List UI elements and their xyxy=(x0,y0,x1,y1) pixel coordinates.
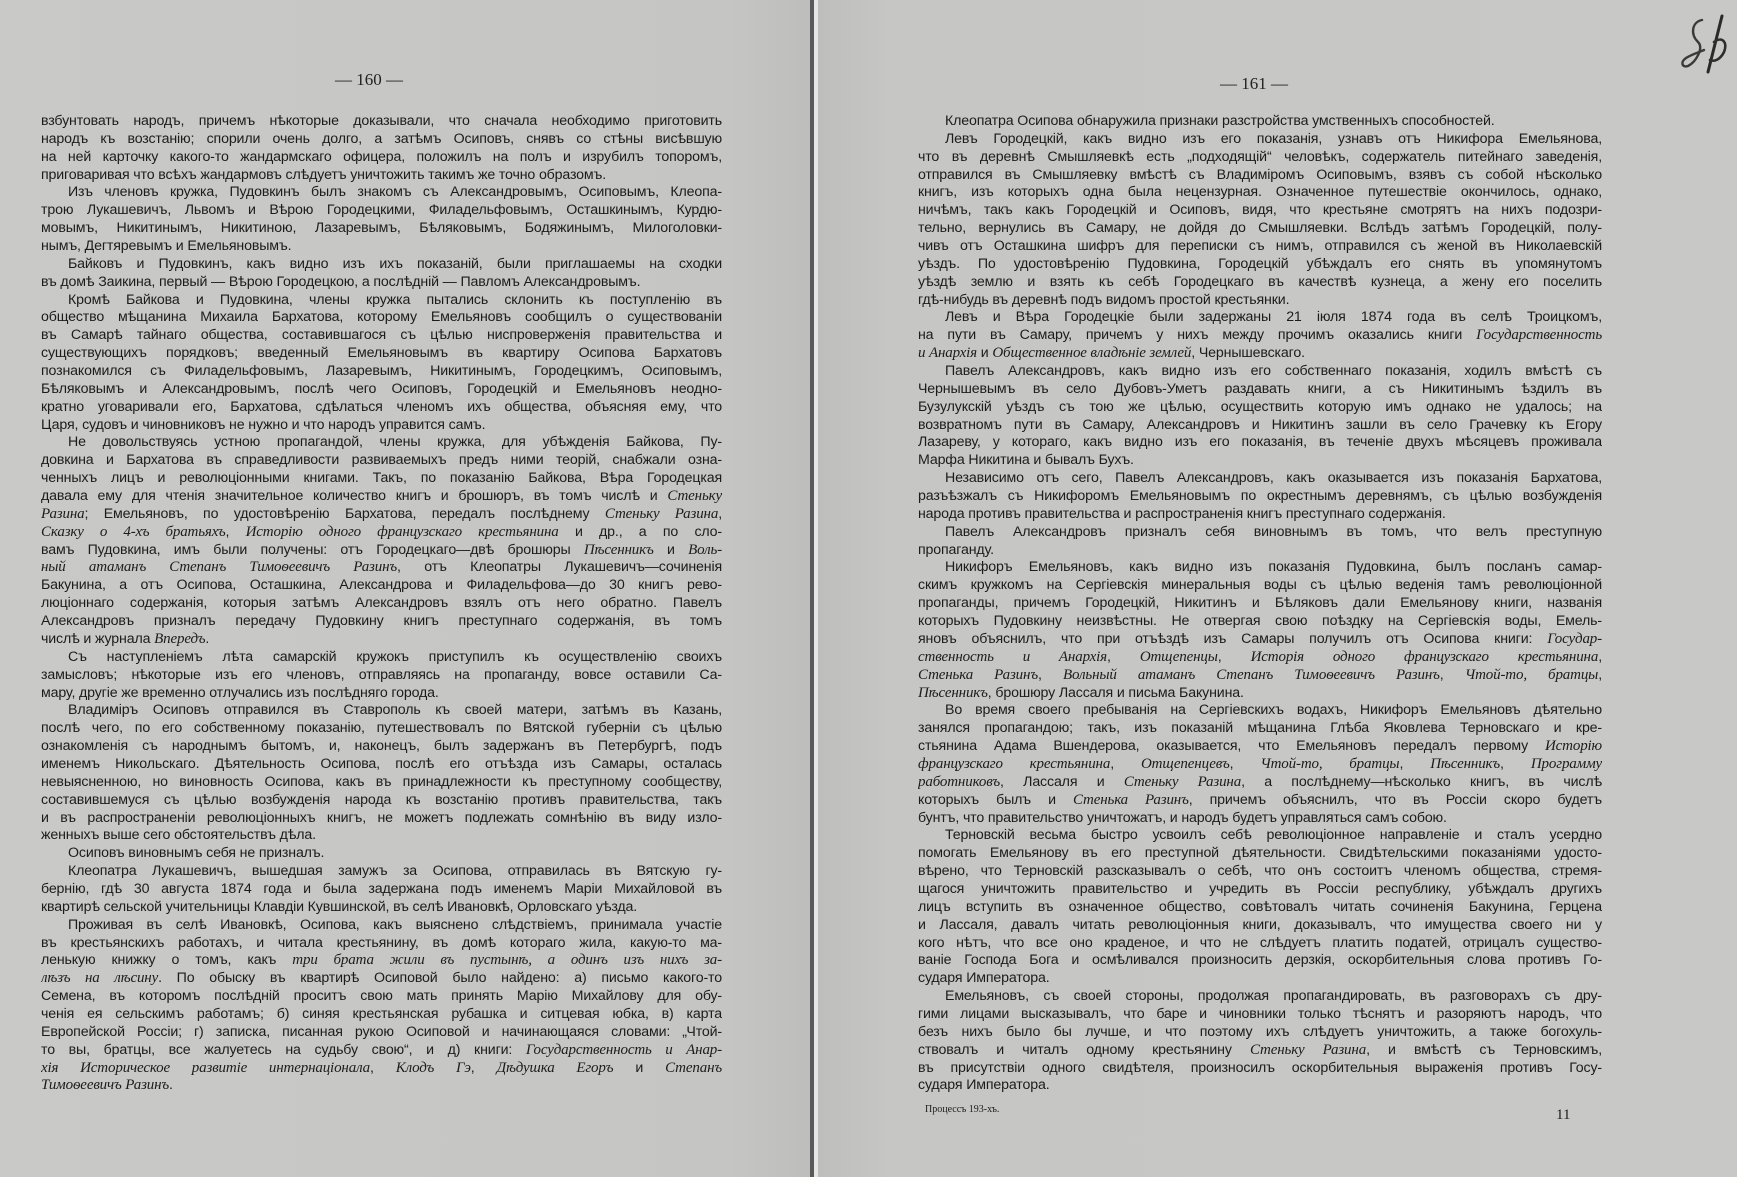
text-run: Александровъ призналъ передачу Пудовкину книгъ преступнаго содержанія, въ томъ xyxy=(41,613,722,630)
text-line xyxy=(41,899,722,917)
text-run: , Лассаля и xyxy=(1000,773,1124,790)
handwritten-folio-mark xyxy=(1680,12,1730,74)
text-run: которыхъ Пудовкину неизвѣстны. Не отвергая свою поѣздку на Сергіевскія воды, Емель- xyxy=(918,613,1602,630)
text-line xyxy=(41,327,722,345)
text-run: . По обыску въ квартирѣ Осиповой было найдено: а) письмо какого-то xyxy=(158,970,722,987)
italic-title-run: Пѣсенникъ xyxy=(583,541,654,558)
text-run: вѣрено, что Терновскій разсказывалъ о себѣ, что онъ состоитъ членомъ общества, стремя- xyxy=(918,863,1602,880)
text-run: Владиміръ Осиповъ отправился въ Ставрополь къ своей матери, затѣмъ въ Казань, xyxy=(68,702,722,719)
text-run: Терновскій весьма быстро усвоилъ себѣ революціонное направленіе и сталъ усердно xyxy=(945,827,1602,844)
text-run: Левъ Городецкій, какъ видно изъ его показанія, узнавъ отъ Никифора Емельянова, xyxy=(945,130,1602,147)
text-line xyxy=(918,309,1602,327)
text-run: ваніе Господа Бога и осмѣливался произносить дерзкія, оскорбительныя слова противъ Го- xyxy=(918,952,1602,969)
text-line xyxy=(918,202,1602,220)
text-run: Клеопатра Лукашевичъ, вышедшая замужъ за Осипова, отправилась въ Вятскую гу- xyxy=(68,863,722,880)
text-run: книгъ, изъ которыхъ одна была нецензурная. Означенное путешествіе окончилось, однако, xyxy=(918,184,1602,201)
text-run: и въ распространеніи революціонныхъ книгъ, не можетъ подлежать сомнѣнію въ виду изло- xyxy=(41,809,722,826)
text-line xyxy=(918,988,1602,1006)
text-line xyxy=(41,970,722,988)
text-run: , xyxy=(1439,666,1465,683)
text-line xyxy=(41,649,722,667)
text-run: и xyxy=(653,541,689,558)
text-run: невыясненною, но виновность Осипова, какъ въ принадлежности къ преступному сообществу, xyxy=(41,773,722,790)
text-line xyxy=(41,345,722,363)
text-line xyxy=(918,935,1602,953)
text-run: помогать Емельянову въ его преступной дѣятельности. Свидѣтельскими показаніями удосто- xyxy=(918,845,1602,862)
text-line xyxy=(41,184,722,202)
text-run: , xyxy=(470,1059,497,1076)
text-line xyxy=(41,149,722,167)
text-line xyxy=(918,363,1602,381)
text-run: , xyxy=(1217,648,1251,665)
text-line xyxy=(918,381,1602,399)
text-run: , отъ Клеопатры Лукашевичъ—сочиненія xyxy=(397,559,722,576)
text-run: въ крестьянскихъ работахъ, и читала крестьянину, въ домѣ котораго жила, какую-то ма- xyxy=(41,934,722,951)
italic-title-run: французскаго крестьянина xyxy=(918,755,1111,772)
text-line xyxy=(918,952,1602,970)
text-line xyxy=(918,113,1602,131)
text-run: Никифоръ Емельяновъ, какъ видно изъ показанія Пудовкина, былъ посланъ самар- xyxy=(945,559,1602,576)
text-run: замысловъ; нѣкоторые изъ его членовъ, отправляясь на пропаганду, вовсе оставили Са- xyxy=(41,666,722,683)
text-run: общество мѣщанина Михаила Бархатова, которому Емельяновъ сообщилъ о существованіи xyxy=(41,309,722,326)
text-line xyxy=(918,184,1602,202)
text-run: Левъ и Вѣра Городецкіе были задержаны 21 іюля 1874 года въ селѣ Троицкомъ, xyxy=(945,309,1602,326)
text-run: бернію, гдѣ 30 августа 1874 года и была задержана подъ именемъ Маріи Михайловой въ xyxy=(41,880,722,897)
text-run: Павелъ Александровъ, какъ видно изъ его собственнаго показанія, ходилъ вмѣстѣ съ xyxy=(945,363,1602,380)
text-run: , Чернышевскаго. xyxy=(1191,345,1305,362)
text-line xyxy=(41,631,722,649)
text-line xyxy=(41,470,722,488)
text-run: въ присутствіи одного свидѣтеля, произносилъ оскорбительныя выраженія противъ Госу- xyxy=(918,1059,1602,1076)
text-line xyxy=(918,577,1602,595)
italic-title-run: три брата жили въ пустынѣ, а одинъ изъ нихъ за- xyxy=(292,952,722,969)
text-run: Съ наступленіемъ лѣта самарскій кружокъ приступилъ къ осуществленію своихъ xyxy=(68,648,722,665)
text-run: взбунтовать народъ, причемъ нѣкоторые доказывали, что сначала необходимо приготовить xyxy=(41,113,722,129)
italic-title-run: Исторія одного французскаго крестьянина xyxy=(1250,648,1599,665)
italic-title-run: Стеньку Разина xyxy=(1123,773,1242,790)
text-run: что въ деревнѣ Смышляевкѣ есть „подходящій“ человѣкъ, содержатель питейнаго заведенія, xyxy=(918,148,1602,165)
text-run: Лазареву, у котораго, какъ видно изъ его показанія, въ теченіе двухъ мѣсяцевъ проживала xyxy=(918,434,1602,451)
text-line xyxy=(41,935,722,953)
text-line xyxy=(918,667,1602,685)
text-line xyxy=(41,702,722,720)
italic-title-run: Клодъ Гэ xyxy=(395,1059,471,1076)
italic-title-run: Государственность и Анар- xyxy=(525,1041,722,1058)
italic-title-run: Стеньку Разина xyxy=(1249,1041,1367,1058)
text-run: гдѣ-нибудь въ деревнѣ подъ видомъ простой крестьянки. xyxy=(918,291,1290,308)
text-line xyxy=(918,220,1602,238)
text-line xyxy=(41,1006,722,1024)
text-line xyxy=(918,238,1602,256)
text-run: Бузулукскій уѣздъ съ тою же цѣлью, осуществить которую имъ однако не удалось; на xyxy=(918,398,1602,415)
text-run: , а послѣднему—нѣсколько книгъ, въ числѣ xyxy=(1241,773,1602,790)
italic-title-run: Сказку о 4-хъ братьяхъ xyxy=(41,523,226,540)
italic-title-run: Отщепенцевъ xyxy=(1141,755,1230,772)
text-line xyxy=(41,417,722,435)
text-run: Не довольствуясь устною пропагандой, члены кружка, для убѣжденія Байкова, Пу- xyxy=(68,434,722,451)
italic-title-run: Вольный атаманъ Степанъ Тимоѳеевичъ Разинъ xyxy=(1063,666,1440,683)
text-line xyxy=(41,1042,722,1060)
text-line xyxy=(918,613,1602,631)
text-line xyxy=(41,863,722,881)
text-line xyxy=(918,810,1602,828)
text-run: Клеопатра Осипова обнаружила признаки разстройства умственныхъ способностей. xyxy=(945,113,1495,129)
text-run: въ Самарѣ тайнаго общества, составившагося съ цѣлью ниспроверженія правительства и xyxy=(41,327,722,344)
italic-title-run: Программу xyxy=(1530,755,1602,772)
text-line xyxy=(41,542,722,560)
italic-title-run: хія Историческое развитіе интернаціонала xyxy=(41,1059,370,1076)
text-run: отправился въ Смышляевку вмѣстѣ съ Владиміромъ Осиповымъ, взявъ съ собой нѣсколько xyxy=(918,166,1602,183)
text-line xyxy=(41,506,722,524)
text-run: Европейской Россіи; г) записка, писанная рукою Осиповой и начинающаяся словами: „Чтой- xyxy=(41,1023,722,1040)
text-run: люціоннаго содержанія, которыя затѣмъ Александровъ взялъ отъ него обратно. Павелъ xyxy=(41,595,722,612)
text-run: , xyxy=(1598,666,1602,683)
text-line xyxy=(918,559,1602,577)
text-line xyxy=(918,631,1602,649)
text-line xyxy=(41,917,722,935)
text-line xyxy=(41,774,722,792)
text-line xyxy=(41,488,722,506)
text-run: , xyxy=(1106,648,1140,665)
text-run: Независимо отъ сего, Павелъ Александровъ, какъ оказывается изъ показанія Бархатова, xyxy=(945,470,1602,487)
left-page-text xyxy=(41,113,722,1095)
page-number-left: — 160 — xyxy=(335,70,403,89)
text-run: числѣ и журнала xyxy=(41,630,155,647)
text-run: тельно, вернулись въ Самару, не дойдя до Смышляевки. Вслѣдъ затѣмъ Городецкій, полу- xyxy=(918,220,1602,237)
text-line xyxy=(918,524,1602,542)
italic-title-run: Общественное владѣніе землей xyxy=(992,345,1192,362)
text-run: . xyxy=(169,1077,173,1094)
text-line xyxy=(41,292,722,310)
italic-title-run: Стенька Разинъ xyxy=(918,666,1038,683)
text-line xyxy=(41,1077,722,1095)
text-line xyxy=(918,292,1602,310)
text-line xyxy=(41,613,722,631)
text-run: и др., а по сло- xyxy=(558,523,722,540)
text-run: пропаганды, причемъ Городецкій, Никитинъ и Бѣляковъ дали Емельянову книги, названія xyxy=(918,595,1602,612)
text-run: занялся пропагандою; такъ, изъ показаній мѣщанина Глѣба Яковлева Терновскаго и кре- xyxy=(918,720,1602,737)
text-run: , xyxy=(1399,755,1431,772)
text-run: безъ нихъ было бы лучше, и что поэтому ихъ слѣдуетъ уничтожить, а также богохуль- xyxy=(918,1023,1602,1040)
text-run: Павелъ Александровъ призналъ себя виновнымъ въ томъ, что велъ преступную xyxy=(945,523,1602,540)
text-line xyxy=(41,738,722,756)
text-line xyxy=(41,202,722,220)
text-run: стьянина Адама Вшендерова, оказывается, что Емельяновъ передалъ первому xyxy=(918,738,1545,755)
text-run: Марфа Никитина и бывалъ Бухъ. xyxy=(918,452,1134,469)
text-run: именемъ Никольскаго. Дѣятельность Осипова, послѣ его отъѣзда изъ Самары, осталась xyxy=(41,755,722,772)
text-line xyxy=(41,845,722,863)
handwritten-folio-number xyxy=(1680,12,1730,79)
text-line xyxy=(918,167,1602,185)
text-line xyxy=(918,738,1602,756)
text-line xyxy=(41,113,722,131)
text-run: Бакунина, а отъ Осипова, Осташкина, Александрова и Филадельфова—до 30 книгъ рево- xyxy=(41,577,722,594)
text-run: Во время своего пребыванія на Сергіевскихъ водахъ, Никифоръ Емельяновъ дѣятельно xyxy=(945,702,1602,719)
text-run: въ домѣ Заикина, первый — Вѣрою Городецкою, а послѣдній — Павломъ Александровымъ. xyxy=(41,273,641,290)
text-line xyxy=(918,470,1602,488)
text-run: , xyxy=(1229,755,1261,772)
text-line xyxy=(41,595,722,613)
text-run: Байковъ и Пудовкинъ, какъ видно изъ ихъ показаній, были приглашаемы на сходки xyxy=(68,255,722,272)
text-run: лицъ вступить въ означенное общество, совѣтовалъ читать сочиненія Бакунина, Герцена xyxy=(918,898,1602,915)
text-run: , xyxy=(370,1059,396,1076)
text-line xyxy=(918,327,1602,345)
text-run: пропаганду. xyxy=(918,541,994,558)
text-run: Чернышевымъ въ село Дубовъ-Уметъ раздавать книги, а съ Никитинымъ ѣздилъ въ xyxy=(918,380,1602,397)
italic-title-run: Государ- xyxy=(1547,630,1602,647)
text-line xyxy=(41,1024,722,1042)
text-run: , xyxy=(1598,648,1602,665)
text-line xyxy=(41,810,722,828)
text-run: Изъ членовъ кружка, Пудовкинъ былъ знакомъ съ Александровымъ, Осиповымъ, Клеопа- xyxy=(68,184,722,201)
text-run: трою Лукашевичъ, Львомъ и Вѣрою Городецкими, Филадельфовымъ, Осташкинымъ, Курдю- xyxy=(41,202,722,219)
text-run: , xyxy=(718,505,722,522)
text-line xyxy=(918,774,1602,792)
text-run: . xyxy=(205,630,210,647)
italic-title-run: лѣзъ на лѣсину xyxy=(41,970,159,987)
text-line xyxy=(41,220,722,238)
text-run: Проживая въ селѣ Ивановкѣ, Осипова, какъ выяснено слѣдствіемъ, принимала участіе xyxy=(68,916,722,933)
text-run: народа противъ правительства и распространенія книгъ преступнаго содержанія. xyxy=(918,505,1446,522)
text-line xyxy=(41,256,722,274)
text-run: яновъ объяснилъ, что при отъѣздѣ изъ Самары получилъ отъ Осипова книги: xyxy=(918,630,1548,647)
text-line xyxy=(41,274,722,292)
italic-title-run: Чтой-то, братцы xyxy=(1260,755,1400,772)
text-line xyxy=(918,845,1602,863)
text-line xyxy=(41,363,722,381)
footer-sheet-number: 11 xyxy=(1556,1107,1571,1123)
text-line xyxy=(918,1060,1602,1078)
text-line xyxy=(918,256,1602,274)
text-run: вамъ Пудовкина, имъ были получены: отъ Городецкаго—двѣ брошюры xyxy=(41,541,584,558)
text-run: , причемъ объяснилъ, что въ Россіи скоро будетъ xyxy=(1188,791,1602,808)
text-line xyxy=(918,488,1602,506)
text-run: приговаривая что всѣхъ жандармовъ слѣдуетъ уничтожить такимъ же точно образомъ. xyxy=(41,166,607,183)
text-run: давала ему для чтенія значительное количество книгъ и брошюръ, въ томъ числѣ и xyxy=(41,488,668,505)
italic-title-run: Чтой-то, братцы xyxy=(1464,666,1599,683)
text-line xyxy=(918,899,1602,917)
text-line xyxy=(41,309,722,327)
text-run: уѣздѣ землю и взять къ себѣ Городецкаго въ качествѣ кузнеца, а жену его поселить xyxy=(918,273,1602,290)
italic-title-run: Государственность xyxy=(1476,327,1602,344)
text-line xyxy=(918,1077,1602,1095)
italic-title-run: Пѣсенникъ xyxy=(918,684,988,701)
text-run: уѣздъ. По удостовѣренію Пудовкина, Городецкій убѣждалъ его снять въ упомянутомъ xyxy=(918,255,1602,272)
text-run: которыхъ былъ и xyxy=(918,791,1073,808)
text-run: кого нѣтъ, что все оно краденое, и что не слѣдуетъ платить податей, отрицалъ существо- xyxy=(918,934,1602,951)
text-line xyxy=(918,970,1602,988)
text-line xyxy=(918,756,1602,774)
italic-title-run: и Анархія xyxy=(918,345,978,362)
italic-title-run: Разина xyxy=(41,505,85,522)
text-run: щагося уничтожить правительство и учредить въ Россіи республику, убѣждалъ другихъ xyxy=(918,880,1602,897)
italic-title-run: Исторію одного французскаго крестьянина xyxy=(245,523,559,540)
text-line xyxy=(41,452,722,470)
text-run: мовымъ, Никитинымъ, Никитиною, Лазаревымъ, Бѣляковымъ, Бодяжинымъ, Милоголовки- xyxy=(41,220,722,237)
text-line xyxy=(41,381,722,399)
text-line xyxy=(41,988,722,1006)
text-line xyxy=(918,1042,1602,1060)
text-run: , xyxy=(1500,755,1531,772)
text-line xyxy=(41,399,722,417)
text-run: и xyxy=(977,345,993,362)
text-run: Емельяновъ, съ своей стороны, продолжая пропагандировать, въ разговорахъ съ дру- xyxy=(945,988,1602,1005)
text-run: Царя, судовъ и чиновниковъ не нужно и что народъ управится самъ. xyxy=(41,416,486,433)
italic-title-run: ственность и Анархія xyxy=(918,648,1107,665)
text-run: Бѣляковымъ и Александровымъ, послѣ чего Осиповъ, Городецкій и Емельяновъ неодно- xyxy=(41,380,722,397)
text-run: существующихъ порядковъ; введенный Емельяновымъ въ квартиру Осипова Бархатовъ xyxy=(41,345,722,362)
text-run: мару, другіе же временно отлучались изъ послѣдняго города. xyxy=(41,684,439,701)
text-line xyxy=(918,1006,1602,1024)
text-line xyxy=(41,238,722,256)
text-run: ленькую книжку о томъ, какъ xyxy=(41,952,293,969)
italic-title-run: работниковъ xyxy=(918,773,1001,790)
text-run: ознакомленія съ народнымъ бытомъ, и, наконецъ, былъ задержанъ въ Петербургѣ, подъ xyxy=(41,738,722,755)
text-line xyxy=(918,506,1602,524)
italic-title-run: Стеньку Разина xyxy=(604,505,719,522)
text-line xyxy=(41,792,722,810)
text-run: ствовалъ и читалъ одному крестьянину xyxy=(918,1041,1250,1058)
italic-title-run: Исторію xyxy=(1544,738,1602,755)
text-run: довкина и Бархатова въ справедливости развиваемыхъ предъ ними теорій, снабжали озна- xyxy=(41,452,722,469)
italic-title-run: Стенька Разинъ xyxy=(1072,791,1189,808)
text-run: , и вмѣстѣ съ Терновскимъ, xyxy=(1366,1041,1602,1058)
text-run: на ней карточку какого-то жандармскаго офицера, положилъ на полъ и изрубилъ топоромъ, xyxy=(41,148,722,165)
text-line xyxy=(918,434,1602,452)
text-run: и Лассаля, давалъ читать революціонныя книги, доказывалъ, что имущества своего ни у xyxy=(918,916,1602,933)
text-line xyxy=(41,667,722,685)
page-number-right: — 161 — xyxy=(1220,74,1288,93)
text-line xyxy=(41,756,722,774)
text-line xyxy=(918,149,1602,167)
text-line xyxy=(918,720,1602,738)
text-run: ; Емельяновъ, по удостовѣренію Бархатова, передалъ послѣднему xyxy=(84,505,605,522)
text-run: нымъ, Дегтяревымъ и Емельяновымъ. xyxy=(41,238,292,255)
text-run: познакомился съ Филадельфовымъ, Лазаревымъ, Никитинымъ, Городецкимъ, Осиповымъ, xyxy=(41,363,722,380)
text-run: и xyxy=(613,1059,666,1076)
text-line xyxy=(41,577,722,595)
text-run: чивъ отъ Осташкина шифръ для переписки съ нимъ, отправился съ женой въ Николаевскій xyxy=(918,238,1602,255)
text-run: , xyxy=(225,523,246,540)
text-run: гими лицами высказывалъ, что баре и чиновники только тѣснятъ и разоряютъ народъ, что xyxy=(918,1005,1602,1022)
text-line xyxy=(918,595,1602,613)
text-line xyxy=(918,452,1602,470)
italic-title-run: Дѣдушка Егоръ xyxy=(496,1059,614,1076)
text-line xyxy=(918,542,1602,560)
text-run: на пути въ Самару, причемъ у нихъ между прочимъ оказались книги xyxy=(918,327,1477,344)
footer-signature: Процессъ 193-хъ. xyxy=(925,1104,1000,1115)
text-run: , xyxy=(1037,666,1064,683)
italic-title-run: Стеньку xyxy=(667,488,722,505)
text-run: Кромѣ Байкова и Пудовкина, члены кружка пытались склонить къ поступленію въ xyxy=(68,291,722,308)
text-run: , брошюру Лассаля и письма Бакунина. xyxy=(987,684,1244,701)
text-line xyxy=(918,417,1602,435)
text-line xyxy=(41,952,722,970)
text-line xyxy=(918,702,1602,720)
text-run: народъ къ возстанію; спорили очень долго, а затѣмъ Осиповъ, снявъ со стѣны висѣвшую xyxy=(41,130,722,147)
text-run: ченныхъ лицъ и революціонными книгами. Такъ, по показанію Байкова, Вѣра Городецкая xyxy=(41,470,722,487)
text-run: ченія ея сельскимъ работамъ; б) синяя крестьянская рубашка и ситцевая юбка, в) карта xyxy=(41,1005,722,1022)
text-line xyxy=(918,131,1602,149)
text-line xyxy=(41,524,722,542)
text-line xyxy=(918,917,1602,935)
right-page-text xyxy=(918,113,1602,1095)
text-line xyxy=(918,881,1602,899)
text-line xyxy=(918,274,1602,292)
text-line xyxy=(918,399,1602,417)
text-run: возвратномъ пути въ Самару, Александровъ и Никитинъ зашли въ село Грачевку къ Егору xyxy=(918,416,1602,433)
text-run: то вы, братцы, все жалуетесь на судьбу свою“, и д) книги: xyxy=(41,1041,526,1058)
text-line xyxy=(41,720,722,738)
text-run: бунтъ, что правительство уничтожатъ, и народъ будетъ управляться самъ собою. xyxy=(918,809,1447,826)
text-run: разъѣзжалъ съ Никифоромъ Емельяновымъ по окрестнымъ деревнямъ, съ цѣлью возбужденія xyxy=(918,488,1602,505)
text-run: квартирѣ сельской учительницы Клавдіи Кувшинской, въ селѣ Ивановкѣ, Орловскаго уѣзда. xyxy=(41,898,638,915)
italic-title-run: Впередъ xyxy=(154,630,206,647)
text-line xyxy=(41,434,722,452)
text-run: , xyxy=(1110,755,1141,772)
text-run: кратно уговаривали его, Бархатова, сдѣлаться членомъ ихъ общества, объясняя ему, что xyxy=(41,398,722,415)
italic-title-run: ный атаманъ Степанъ Тимоѳеевичъ Разинъ xyxy=(41,559,398,576)
text-line xyxy=(918,863,1602,881)
text-line xyxy=(918,1024,1602,1042)
italic-title-run: Степанъ xyxy=(665,1059,722,1076)
text-line xyxy=(41,167,722,185)
text-run: женныхъ выше сего обстоятельствъ дѣла. xyxy=(41,827,316,844)
text-run: скимъ кружкомъ на Сергіевскія минеральныя воды съ цѣлью веденія тамъ революціонной xyxy=(918,577,1602,594)
text-line xyxy=(918,685,1602,703)
italic-title-run: Отщепенцы xyxy=(1139,648,1218,665)
italic-title-run: Воль- xyxy=(688,541,722,558)
text-line xyxy=(918,792,1602,810)
text-line xyxy=(918,649,1602,667)
text-line xyxy=(918,827,1602,845)
text-line xyxy=(41,685,722,703)
text-line xyxy=(41,881,722,899)
text-run: ничѣмъ, такъ какъ Городецкій и Осиповъ, видя, что крестьяне смотрятъ на нихъ подозри- xyxy=(918,202,1602,219)
italic-title-run: Тимоѳеевичъ Разинъ xyxy=(41,1077,170,1094)
text-run: послѣ чего, по его собственному показанію, путешествовалъ по Вятской губерніи съ цѣлью xyxy=(41,720,722,737)
text-line xyxy=(41,131,722,149)
text-line xyxy=(41,1060,722,1078)
text-run: Семена, въ которомъ послѣдній проситъ свою мать принять Марію Михайлову для обу- xyxy=(41,988,722,1005)
text-run: Осиповъ виновнымъ себя не призналъ. xyxy=(68,845,325,862)
text-run: сударя Императора. xyxy=(918,1077,1050,1094)
book-gutter-highlight xyxy=(814,0,818,1177)
text-run: сударя Императора. xyxy=(918,970,1050,987)
text-line xyxy=(918,345,1602,363)
text-line xyxy=(41,827,722,845)
text-run: составившемуся съ цѣлью возбужденія народа къ возстанію противъ правительства, такъ xyxy=(41,791,722,808)
italic-title-run: Пѣсенникъ xyxy=(1430,755,1501,772)
text-line xyxy=(41,559,722,577)
